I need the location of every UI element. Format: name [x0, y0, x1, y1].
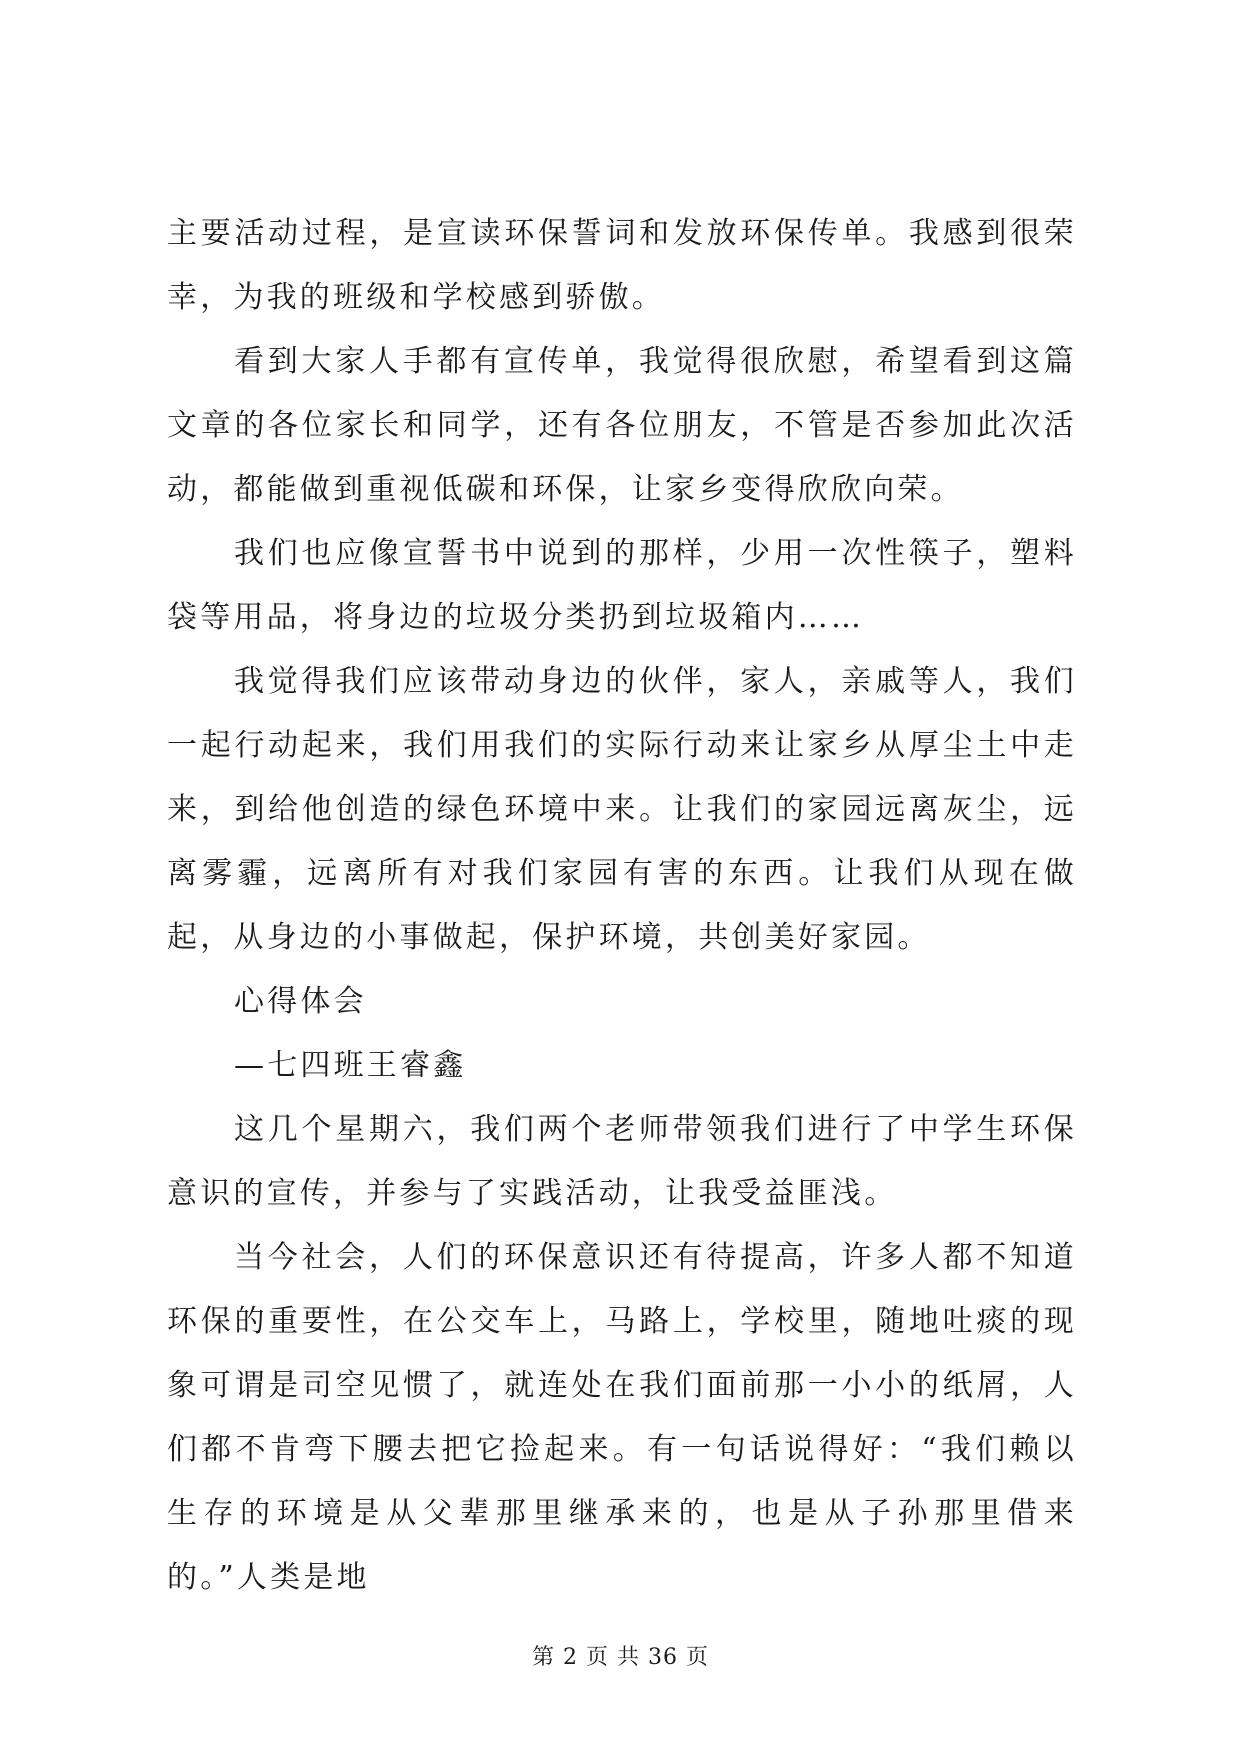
paragraph: 当今社会，人们的环保意识还有待提高，许多人都不知道环保的重要性，在公交车上，马路上，学校里，随地吐痰的现象可谓是司空见惯了，就连处在我们面前那一小小的纸屑，人们都不肯弯下腰去把它捡起来。有一句话说得好：“我们赖以生存的环境是从父辈那里继承来的，也是从子孙那里借来的。”人类是地 [167, 1240, 1077, 1595]
paragraph: 我们也应像宣誓书中说到的那样，少用一次性筷子，塑料袋等用品，将身边的垃圾分类扔到垃圾箱内…… [167, 536, 1077, 635]
page-number-footer: 第 2 页 共 36 页 [532, 1645, 709, 1670]
document-body [167, 202, 1077, 1610]
paragraph: 我觉得我们应该带动身边的伙伴，家人，亲戚等人，我们一起行动起来，我们用我们的实际行动来让家乡从厚尘土中走来，到给他创造的绿色环境中来。让我们的家园远离灰尘，远离雾霾，远离所有对我们家园有害的东西。让我们从现在做起，从身边的小事做起，保护环境，共创美好家园。 [167, 664, 1077, 955]
author-line: —七四班王睿鑫 [234, 1048, 467, 1083]
section-heading: 心得体会 [234, 984, 367, 1019]
paragraph: 看到大家人手都有宣传单，我觉得很欣慰，希望看到这篇文章的各位家长和同学，还有各位朋友，不管是否参加此次活动，都能做到重视低碳和环保，让家乡变得欣欣向荣。 [167, 344, 1077, 507]
paragraph: 这几个星期六，我们两个老师带领我们进行了中学生环保意识的宣传，并参与了实践活动，让我受益匪浅。 [167, 1112, 1077, 1211]
paragraph: 主要活动过程，是宣读环保誓词和发放环保传单。我感到很荣幸，为我的班级和学校感到骄傲。 [167, 216, 1077, 315]
